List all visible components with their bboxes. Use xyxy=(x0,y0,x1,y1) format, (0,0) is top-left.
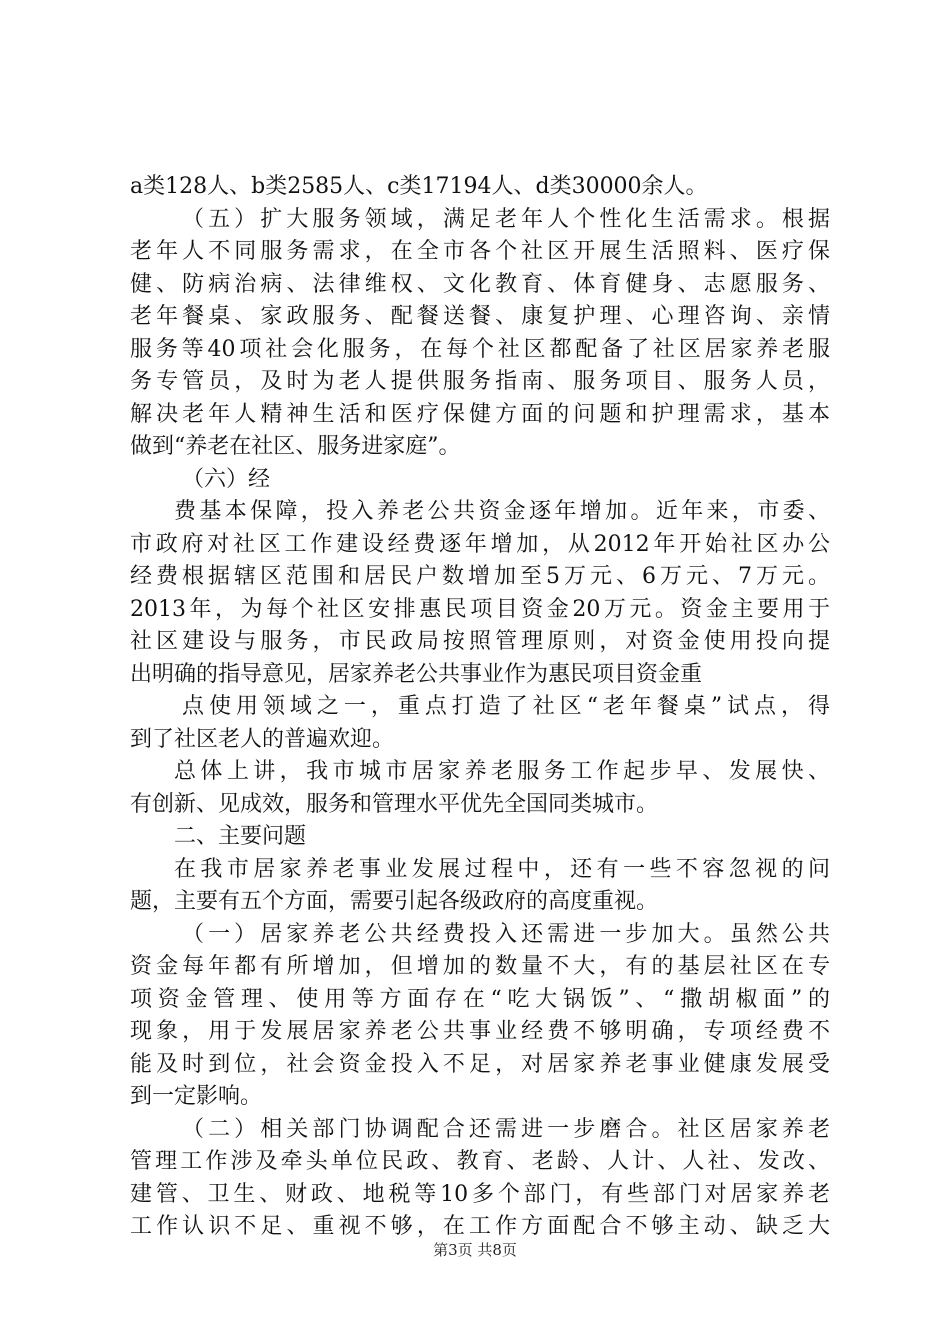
text-line: 费基本保障，投入养老公共资金逐年增加。近年来，市委、 xyxy=(174,499,830,524)
text-line: 管理工作涉及牵头单位民政、教育、老龄、人计、人社、发改、 xyxy=(130,1149,830,1174)
text-line: 解决老年人精神生活和医疗保健方面的问题和护理需求，基本 xyxy=(130,401,830,427)
document-body xyxy=(130,171,830,1244)
text-line: （一）居家养老公共经费投入还需进一步加大。虽然公共 xyxy=(182,921,830,947)
text-line: （六）经 xyxy=(182,466,271,492)
text-line: 老年餐桌、家政服务、配餐送餐、康复护理、心理咨询、亲情 xyxy=(130,304,830,329)
text-line: 经费根据辖区范围和居民户数增加至5万元、6万元、7万元。 xyxy=(130,564,830,589)
text-line: 资金每年都有所增加，但增加的数量不大，有的基层社区在专 xyxy=(130,954,830,979)
text-line: 老年人不同服务需求，在全市各个社区开展生活照料、医疗保 xyxy=(130,239,830,264)
text-line: 健、防病治病、法律维权、文化教育、体育健身、志愿服务、 xyxy=(130,271,830,297)
text-line: a类128人、b类2585人、c类17194人、d类30000余人。 xyxy=(130,174,708,199)
text-line: 二、主要问题 xyxy=(174,824,307,849)
text-line: 到一定影响。 xyxy=(130,1084,263,1109)
text-line: 题，主要有五个方面，需要引起各级政府的高度重视。 xyxy=(130,889,659,914)
text-line: 有创新、见成效，服务和管理水平优先全国同类城市。 xyxy=(130,791,659,817)
text-line: 能及时到位，社会资金投入不足，对居家养老事业健康发展受 xyxy=(130,1051,830,1077)
text-lines xyxy=(130,171,830,1244)
text-line: 项资金管理、使用等方面存在“吃大锅饭”、“撒胡椒面”的 xyxy=(130,986,830,1012)
text-line: 出明确的指导意见，居家养老公共事业作为惠民项目资金重 xyxy=(130,661,703,687)
text-line: 市政府对社区工作建设经费逐年增加，从2012年开始社区办公 xyxy=(130,531,830,557)
text-line: 2013年，为每个社区安排惠民项目资金20万元。资金主要用于 xyxy=(130,596,830,622)
text-line: 在我市居家养老事业发展过程中，还有一些不容忽视的问 xyxy=(174,856,830,882)
page-footer: 第3页 共8页 xyxy=(433,1241,517,1259)
text-line: 务专管员，及时为老人提供服务指南、服务项目、服务人员， xyxy=(130,369,830,394)
text-line: 做到“养老在社区、服务进家庭”。 xyxy=(130,434,461,459)
text-line: 到了社区老人的普遍欢迎。 xyxy=(130,726,395,752)
text-line: 工作认识不足、重视不够，在工作方面配合不够主动、缺乏大 xyxy=(130,1214,830,1239)
text-line: 现象，用于发展居家养老公共事业经费不够明确，专项经费不 xyxy=(130,1019,830,1044)
text-line: 总体上讲，我市城市居家养老服务工作起步早、发展快、 xyxy=(174,759,830,784)
text-line: 社区建设与服务，市民政局按照管理原则，对资金使用投向提 xyxy=(130,629,830,654)
text-line: 服务等40项社会化服务，在每个社区都配备了社区居家养老服 xyxy=(130,336,830,362)
text-line: （五）扩大服务领域，满足老年人个性化生活需求。根据 xyxy=(182,206,830,232)
text-line: （二）相关部门协调配合还需进一步磨合。社区居家养老 xyxy=(182,1116,830,1142)
text-line: 建管、卫生、财政、地税等10多个部门，有些部门对居家养老 xyxy=(130,1181,830,1207)
text-line: 点使用领域之一，重点打造了社区“老年餐桌”试点，得 xyxy=(182,694,830,719)
